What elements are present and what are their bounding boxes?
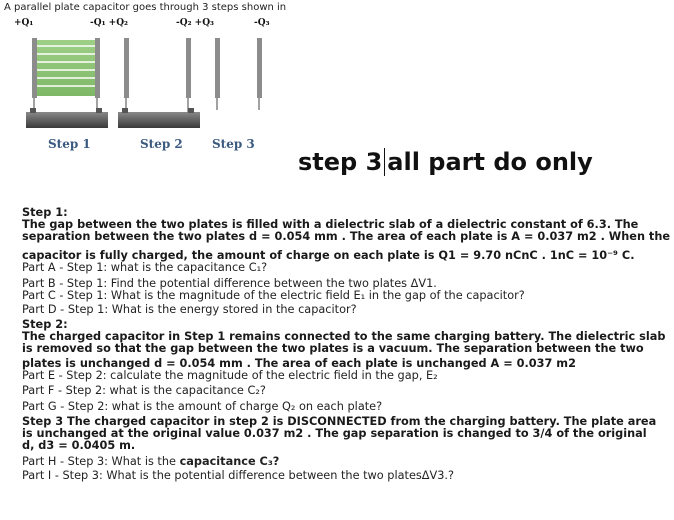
step1-label: Step 1 <box>48 137 91 151</box>
charge-label-3: -Q₂ +Q₃ <box>176 18 214 28</box>
step3-text-line-3: d, d3 = 0.0405 m. <box>22 439 136 452</box>
charge-label-4: -Q₃ <box>254 18 270 28</box>
intro-text: A parallel plate capacitor goes through 3 steps shown in <box>4 2 287 13</box>
step1-heading: Step 1: <box>22 206 68 219</box>
step2-text-line-3: plates is unchanged d = 0.054 mm . The area of each plate is unchanged A = 0.037 m2 <box>22 357 576 370</box>
step2-text-line-1: The charged capacitor in Step 1 remains connected to the same charging battery. The dielectric slab <box>22 330 666 343</box>
note-part-1: step 3 <box>298 148 383 176</box>
charge-label-2: -Q₁ +Q₂ <box>90 18 128 28</box>
part-c: Part C - Step 1: What is the magnitude of the electric field E₁ in the gap of the capacitor? <box>22 289 525 302</box>
part-h-text: Part H - Step 3: What is the <box>22 455 176 468</box>
step1-text-line-1: The gap between the two plates is filled with a dielectric slab of a dielectric constant of 6.3. The <box>22 218 639 231</box>
step3-text-line-2: is unchanged at the original value 0.037 m2 . The gap separation is changed to 3/4 of the original <box>22 427 647 440</box>
step2-text-line-2: is removed so that the gap between the two plates is a vacuum. The separation between the two <box>22 342 644 355</box>
part-e: Part E - Step 2: calculate the magnitude of the electric field in the gap, E₂ <box>22 369 438 382</box>
step3-text-line-1: Step 3 The charged capacitor in step 2 is DISCONNECTED from the charging battery. The plate area <box>22 415 657 428</box>
part-g: Part G - Step 2: what is the amount of charge Q₂ on each plate? <box>22 400 383 413</box>
step1-text-line-2: separation between the two plates d = 0.054 mm . The area of each plate is A = 0.037 m2 . When the <box>22 230 671 243</box>
step1-capacitor <box>26 38 108 128</box>
step2-label: Step 2 <box>140 137 183 151</box>
part-b: Part B - Step 1: Find the potential difference between the two plates ΔV1. <box>22 277 437 290</box>
note-part-2: all part do only <box>387 148 593 176</box>
charge-label-1: +Q₁ <box>14 18 34 28</box>
step3-capacitor <box>215 38 262 110</box>
step1-text-line-3: capacitor is fully charged, the amount of charge on each plate is Q1 = 9.70 nCnC . 1nC = 10⁻⁹ C. <box>22 249 635 262</box>
part-d: Part D - Step 1: What is the energy stored in the capacitor? <box>22 303 357 316</box>
part-a: Part A - Step 1: what is the capacitance C₁? <box>22 261 268 274</box>
step3-label: Step 3 <box>212 137 255 151</box>
part-f: Part F - Step 2: what is the capacitance C₂? <box>22 384 266 397</box>
part-i: Part I - Step 3: What is the potential difference between the two platesΔV3.? <box>22 469 455 482</box>
step2-capacitor <box>118 38 200 128</box>
step2-heading: Step 2: <box>22 318 68 331</box>
part-h <box>22 456 668 468</box>
part-h-bold: capacitance C₃? <box>179 455 280 468</box>
text-caret <box>384 148 385 176</box>
instruction-note <box>298 148 593 176</box>
